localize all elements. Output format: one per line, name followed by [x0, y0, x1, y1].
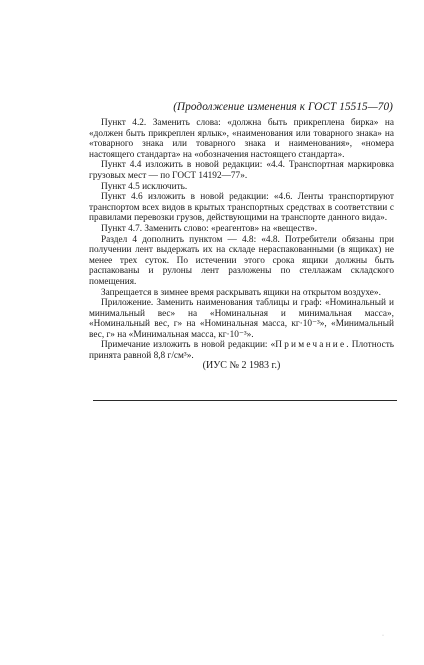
divider-rule [93, 400, 397, 401]
note-spaced-word: Примечание [275, 340, 347, 351]
paragraph-note [89, 340, 394, 361]
paragraph-4-5: Пункт 4.5 исключить. [101, 181, 188, 192]
publication-source: (ИУС № 2 1983 г.) [202, 360, 281, 371]
amendment-text [89, 118, 394, 362]
paragraph-4-7: Пункт 4.7. Заменить слово: «реагентов» на «веществ». [101, 223, 318, 234]
paragraph-4-4: Пункт 4.4 изложить в новой редакции: «4.4. Транспортная маркировка грузовых мест — по ГОСТ 14192—77». [89, 160, 394, 181]
page-speck: · [382, 633, 384, 639]
paragraph-winter-ban: Запрещается в зимнее время раскрывать ящики на открытом воздухе». [101, 287, 381, 298]
note-text-before: Примечание изложить в новой редакции: « [101, 340, 276, 351]
continuation-header: (Продолжение изменения к ГОСТ 15515—70) [173, 101, 393, 113]
note-text-after: . Плотность принята равной 8,8 г/см³». [89, 340, 394, 362]
paragraph-4-6: Пункт 4.6 изложить в новой редакции: «4.6. Ленты транспортируют транспортом всех видов в крытых транспортных средствах в соответствии с правилами перевозки грузов, действующими на транспорте данного вида». [89, 192, 394, 224]
paragraph-4-8: Раздел 4 дополнить пунктом — 4.8: «4.8. Потребители обязаны при получении лент выдержать их на складе нераспакованными (в ящиках) не менее трех суток. По истечении этого срока ящики должны быть распакованы и рулоны лент разложены по стеллажам складского помещения. [89, 234, 394, 287]
paragraph-4-2: Пункт 4.2. Заменить слова: «должна быть прикреплена бирка» на «должен быть прикреплен ярлык», «наименования или товарного знака» на «товарного знака или товарного знака и наименования», «номера настоящего стандарта» на «обозначения настоящего стандарта». [89, 118, 394, 160]
paragraph-appendix: Приложение. Заменить наименования таблицы и граф: «Номинальный и минимальный вес» на «Номинальная и минимальная масса», «Номинальный вес, г» на «Номинальная масса, кг·10⁻³», «Минимальный вес, г» на «Минимальная масса, кг·10⁻³». [89, 298, 394, 340]
